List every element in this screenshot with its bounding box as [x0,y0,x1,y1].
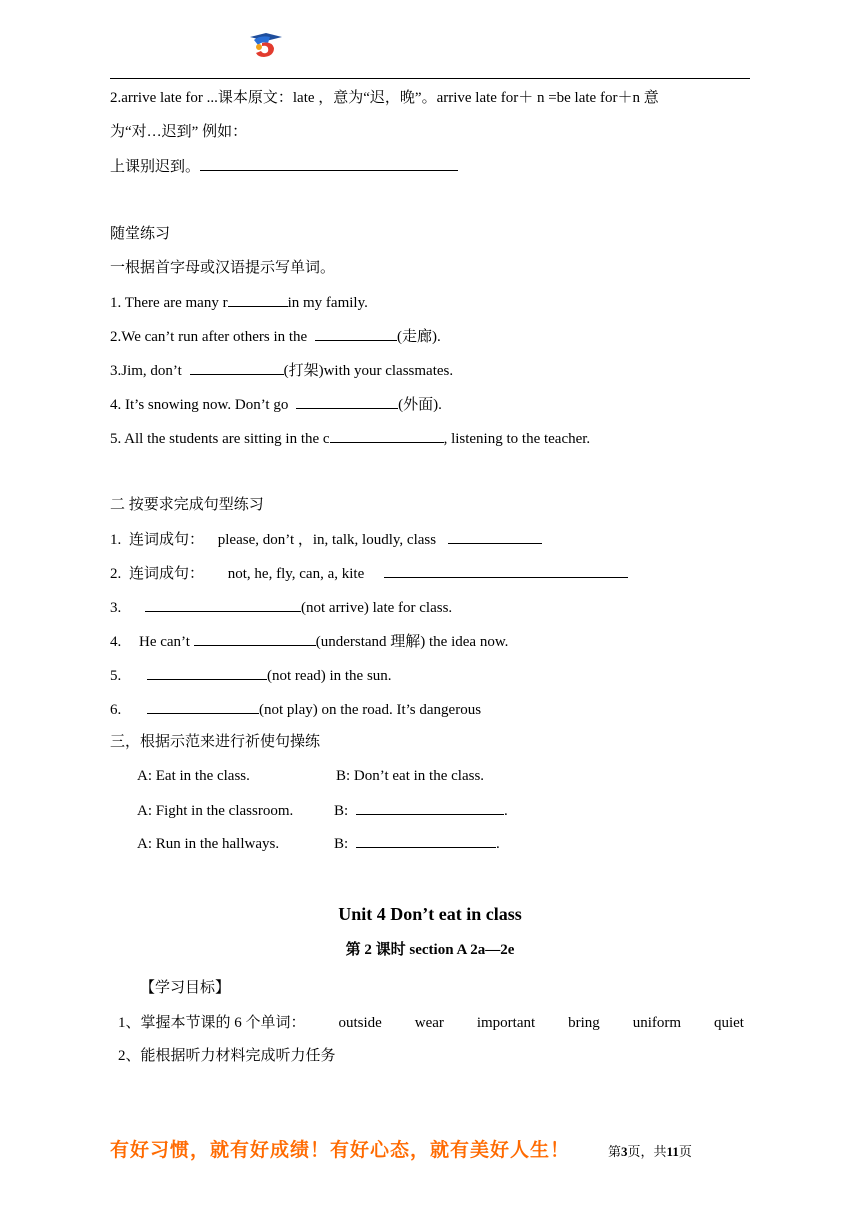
exercise-item [110,529,542,550]
item-text: (打架)with your classmates. [283,363,454,379]
drill-row: A: Run in the hallways. B: . [137,833,500,854]
drill-b: B: [334,836,352,852]
exercise-item [110,428,590,449]
item-text: (understand 理解) the idea now. [315,634,509,650]
page-total: 11 [666,1144,679,1159]
item-text: 5. All the students are sitting in the c [110,431,330,447]
page-number: 3 [621,1144,628,1159]
drill-row: A: Fight in the classroom. B: . [137,800,508,821]
item-text: please, don’t ，in, talk, loudly, class [217,532,437,548]
item-text: (走廊). [396,329,441,345]
item-text: , listening to the teacher. [443,431,591,447]
vocab-word: uniform [632,1015,682,1031]
item-number: 1. [110,532,122,548]
answer-blank[interactable] [147,665,267,680]
item-number: 4. [110,634,122,650]
page-indicator [608,1141,692,1160]
exercise-item [110,394,442,415]
page-label: 页 [678,1144,692,1159]
answer-blank[interactable] [330,428,444,443]
drill-b: B: [334,803,352,819]
drill-a: A: Run in the hallways. [137,836,280,852]
exercise-item [110,292,368,313]
exercise-item [110,360,453,381]
item-text: (外面). [398,397,442,413]
answer-blank[interactable] [200,156,458,171]
answer-blank[interactable] [145,597,301,612]
unit-subtitle: 第 2 课时 section A 2a—2e [345,942,515,958]
exercise-item [110,699,481,720]
answer-blank[interactable] [448,529,542,544]
answer-blank[interactable] [228,292,288,307]
arrive-late-note-line1: 2.arrive late for ...课本原文：late ，意为“迟，晚”。arrive late for＋ n =be late for＋n 意 [110,90,659,106]
item-number: 5. [110,668,122,684]
exercise-item [110,665,392,686]
unit-title: Unit 4 Don’t eat in class [338,904,522,924]
item-text: 1. There are many r [110,295,228,311]
page-label: 第 [608,1144,622,1159]
part1-heading: 一根据首字母或汉语提示写单词。 [110,260,336,276]
item-text: He can’t [139,634,194,650]
school-logo-icon [248,31,284,59]
answer-blank[interactable] [147,699,259,714]
answer-blank[interactable] [296,394,398,409]
goals-line-1 [118,1013,744,1033]
exercise-item [110,326,441,347]
header-rule [110,78,750,79]
drill-a: A: Fight in the classroom. [137,803,294,819]
exercise-item [110,631,508,652]
part3-heading: 三，根据示范来进行祈使句操练 [110,734,321,750]
item-number: 3. [110,600,122,616]
item-text: (not arrive) late for class. [301,600,453,616]
item-text: in my family. [287,295,368,311]
drill-b: B: Don’t eat in the class. [336,768,485,784]
arrive-late-note-line2: 为“对…迟到” 例如： [110,124,248,140]
example-sentence: 上课别迟到。 [110,159,201,175]
page-label: 页，共 [627,1144,667,1159]
item-text: 2.We can’t run after others in the [110,329,311,345]
practice-heading: 随堂练习 [110,226,171,242]
vocab-word: wear [414,1015,444,1031]
goals-line-2: 2、能根据听力材料完成听力任务 [118,1048,336,1064]
item-text: not, he, fly, can, a, kite [227,566,365,582]
exercise-item [110,563,628,584]
goals-heading: 【学习目标】 [140,980,231,996]
arrive-late-example [110,156,458,177]
item-text: (not play) on the road. It’s dangerous [259,702,482,718]
footer-motto: 有好习惯，就有好成绩！有好心态，就有美好人生！ [110,1139,571,1161]
item-label: 连词成句： [129,566,205,582]
exercise-item [110,597,452,618]
vocab-word: bring [568,1015,600,1031]
answer-blank[interactable] [356,833,496,848]
item-text: (not read) in the sun. [267,668,392,684]
part2-heading: 二 按要求完成句型练习 [110,497,264,513]
answer-blank[interactable] [194,631,316,646]
item-text: 4. It’s snowing now. Don’t go [110,397,293,413]
item-number: 6. [110,702,122,718]
answer-blank[interactable] [384,563,628,578]
answer-blank[interactable] [190,360,284,375]
drill-row [137,766,484,786]
vocab-word: outside [338,1015,382,1031]
vocab-word: quiet [713,1015,744,1031]
goals-prefix: 1、掌握本节课的 6 个单词： [118,1015,306,1031]
answer-blank[interactable] [315,326,397,341]
answer-blank[interactable] [356,800,504,815]
item-label: 连词成句： [129,532,205,548]
vocab-word: important [476,1015,536,1031]
item-text: 3.Jim, don’t [110,363,186,379]
drill-a: A: Eat in the class. [137,768,250,784]
item-number: 2. [110,566,122,582]
